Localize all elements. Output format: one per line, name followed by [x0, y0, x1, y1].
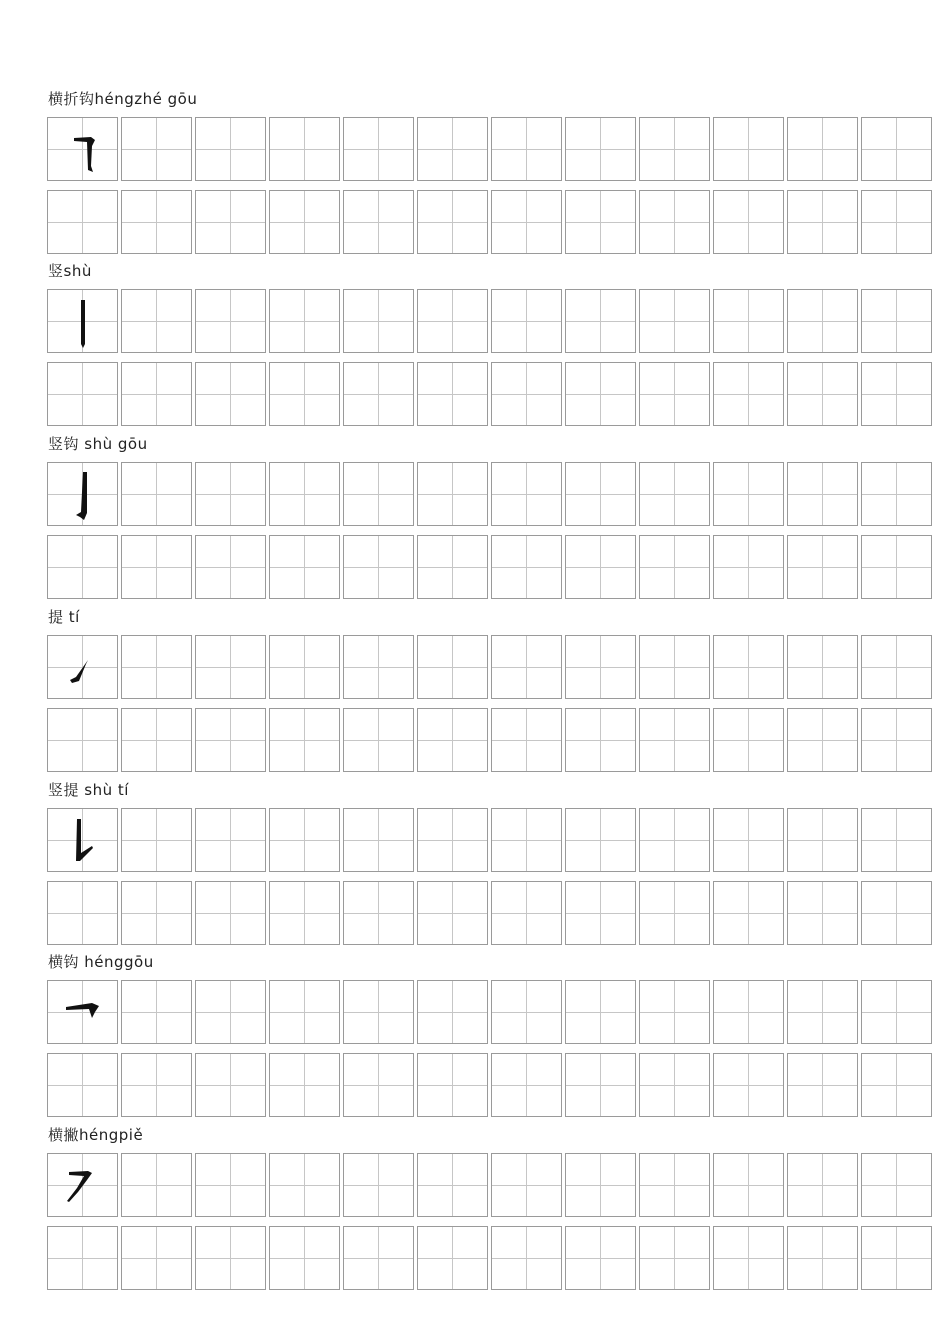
practice-cell[interactable]	[787, 117, 858, 181]
practice-cell[interactable]	[713, 535, 784, 599]
practice-cell[interactable]	[269, 535, 340, 599]
practice-cell[interactable]	[417, 362, 488, 426]
practice-cell[interactable]	[787, 1153, 858, 1217]
practice-cell[interactable]	[195, 708, 266, 772]
practice-cell[interactable]	[861, 881, 932, 945]
practice-cell[interactable]	[491, 462, 562, 526]
practice-cell[interactable]	[417, 881, 488, 945]
practice-cell[interactable]	[195, 462, 266, 526]
practice-row	[47, 1153, 910, 1217]
practice-cell[interactable]	[565, 808, 636, 872]
practice-cell[interactable]	[639, 881, 710, 945]
practice-cell[interactable]	[787, 808, 858, 872]
practice-cell[interactable]	[195, 190, 266, 254]
practice-cell[interactable]	[121, 808, 192, 872]
practice-cell[interactable]	[343, 1226, 414, 1290]
practice-cell[interactable]	[787, 1053, 858, 1117]
practice-row	[47, 535, 910, 599]
practice-cell[interactable]	[195, 1153, 266, 1217]
practice-cell[interactable]	[639, 1226, 710, 1290]
practice-row	[47, 708, 910, 772]
practice-cell[interactable]	[491, 190, 562, 254]
practice-cell[interactable]	[861, 190, 932, 254]
practice-cell[interactable]	[47, 708, 118, 772]
practice-cell[interactable]	[269, 289, 340, 353]
practice-cell[interactable]	[491, 1053, 562, 1117]
practice-cell[interactable]	[861, 1226, 932, 1290]
practice-cell[interactable]	[713, 808, 784, 872]
heng-zhe-gou-stroke-icon	[48, 118, 117, 180]
practice-cell[interactable]	[491, 1226, 562, 1290]
practice-cell[interactable]	[343, 289, 414, 353]
practice-cell[interactable]	[491, 289, 562, 353]
practice-cell[interactable]	[195, 635, 266, 699]
shu-ti-stroke-icon	[48, 809, 117, 871]
practice-cell[interactable]	[195, 881, 266, 945]
practice-cell[interactable]	[713, 635, 784, 699]
practice-cell[interactable]	[787, 462, 858, 526]
practice-row	[47, 808, 910, 872]
practice-row	[47, 881, 910, 945]
practice-cell[interactable]	[121, 190, 192, 254]
practice-cell[interactable]	[491, 1153, 562, 1217]
practice-cell[interactable]	[47, 1053, 118, 1117]
practice-cell[interactable]	[121, 1053, 192, 1117]
practice-cell[interactable]	[417, 708, 488, 772]
practice-cell[interactable]	[713, 881, 784, 945]
practice-cell[interactable]	[121, 117, 192, 181]
practice-cell[interactable]	[639, 1153, 710, 1217]
practice-cell[interactable]	[195, 808, 266, 872]
practice-cell[interactable]	[417, 462, 488, 526]
section-label: 横折钩héngzhé gōu	[48, 90, 198, 108]
practice-cell[interactable]	[565, 462, 636, 526]
practice-cell[interactable]	[565, 708, 636, 772]
practice-cell[interactable]	[861, 462, 932, 526]
practice-cell[interactable]	[269, 190, 340, 254]
practice-cell[interactable]	[491, 535, 562, 599]
practice-cell[interactable]	[861, 117, 932, 181]
practice-cell[interactable]	[195, 362, 266, 426]
practice-cell[interactable]	[491, 881, 562, 945]
practice-cell[interactable]	[195, 980, 266, 1044]
practice-cell[interactable]	[787, 635, 858, 699]
practice-cell[interactable]	[47, 808, 118, 872]
practice-cell[interactable]	[47, 635, 118, 699]
practice-cell[interactable]	[639, 462, 710, 526]
practice-cell[interactable]	[269, 1153, 340, 1217]
practice-cell[interactable]	[269, 881, 340, 945]
practice-cell[interactable]	[121, 708, 192, 772]
practice-cell[interactable]	[491, 980, 562, 1044]
practice-cell[interactable]	[269, 462, 340, 526]
practice-cell[interactable]	[713, 362, 784, 426]
practice-cell[interactable]	[343, 362, 414, 426]
practice-cell[interactable]	[121, 535, 192, 599]
practice-cell[interactable]	[417, 1053, 488, 1117]
practice-cell[interactable]	[713, 190, 784, 254]
practice-row	[47, 362, 910, 426]
practice-cell[interactable]	[713, 117, 784, 181]
practice-cell[interactable]	[491, 708, 562, 772]
practice-cell[interactable]	[269, 1053, 340, 1117]
practice-row	[47, 190, 910, 254]
practice-cell[interactable]	[787, 362, 858, 426]
practice-cell[interactable]	[491, 808, 562, 872]
practice-cell[interactable]	[417, 289, 488, 353]
heng-gou-stroke-icon	[48, 981, 117, 1043]
practice-cell[interactable]	[713, 289, 784, 353]
practice-row	[47, 635, 910, 699]
practice-cell[interactable]	[121, 462, 192, 526]
practice-cell[interactable]	[861, 808, 932, 872]
practice-cell[interactable]	[47, 289, 118, 353]
practice-cell[interactable]	[47, 1226, 118, 1290]
practice-cell[interactable]	[195, 1053, 266, 1117]
practice-cell[interactable]	[861, 1053, 932, 1117]
practice-cell[interactable]	[713, 1053, 784, 1117]
practice-cell[interactable]	[343, 808, 414, 872]
practice-cell[interactable]	[121, 362, 192, 426]
practice-cell[interactable]	[343, 980, 414, 1044]
practice-cell[interactable]	[565, 117, 636, 181]
practice-cell[interactable]	[343, 1053, 414, 1117]
practice-cell[interactable]	[787, 289, 858, 353]
practice-cell[interactable]	[491, 117, 562, 181]
practice-cell[interactable]	[269, 980, 340, 1044]
practice-cell[interactable]	[565, 362, 636, 426]
practice-cell[interactable]	[47, 362, 118, 426]
heng-pie-stroke-icon	[48, 1154, 117, 1216]
section-label: 提 tí	[48, 608, 80, 626]
practice-cell[interactable]	[343, 708, 414, 772]
section-label: 横撇héngpiě	[48, 1126, 144, 1144]
practice-cell[interactable]	[121, 980, 192, 1044]
practice-cell[interactable]	[195, 535, 266, 599]
section-label: 竖钩 shù gōu	[48, 435, 148, 453]
practice-cell[interactable]	[787, 708, 858, 772]
practice-cell[interactable]	[417, 190, 488, 254]
practice-cell[interactable]	[417, 117, 488, 181]
practice-cell[interactable]	[121, 1153, 192, 1217]
practice-cell[interactable]	[565, 881, 636, 945]
practice-cell[interactable]	[47, 980, 118, 1044]
practice-cell[interactable]	[417, 808, 488, 872]
practice-cell[interactable]	[491, 362, 562, 426]
practice-cell[interactable]	[565, 980, 636, 1044]
practice-cell[interactable]	[639, 635, 710, 699]
practice-cell[interactable]	[47, 1153, 118, 1217]
section-label: 竖提 shù tí	[48, 781, 129, 799]
practice-cell[interactable]	[787, 535, 858, 599]
practice-cell[interactable]	[417, 1153, 488, 1217]
practice-cell[interactable]	[47, 190, 118, 254]
practice-cell[interactable]	[713, 708, 784, 772]
practice-cell[interactable]	[195, 289, 266, 353]
practice-cell[interactable]	[639, 362, 710, 426]
practice-cell[interactable]	[565, 190, 636, 254]
practice-cell[interactable]	[417, 635, 488, 699]
practice-cell[interactable]	[121, 635, 192, 699]
section-label: 竖shù	[48, 262, 92, 280]
ti-stroke-icon	[48, 636, 117, 698]
practice-cell[interactable]	[47, 462, 118, 526]
practice-cell[interactable]	[343, 117, 414, 181]
practice-cell[interactable]	[861, 1153, 932, 1217]
practice-cell[interactable]	[195, 1226, 266, 1290]
practice-cell[interactable]	[269, 362, 340, 426]
practice-cell[interactable]	[713, 462, 784, 526]
practice-cell[interactable]	[47, 881, 118, 945]
practice-cell[interactable]	[565, 1226, 636, 1290]
practice-cell[interactable]	[639, 980, 710, 1044]
section-label: 横钩 hénggōu	[48, 953, 154, 971]
practice-cell[interactable]	[787, 980, 858, 1044]
practice-cell[interactable]	[861, 535, 932, 599]
practice-row	[47, 980, 910, 1044]
practice-cell[interactable]	[787, 881, 858, 945]
practice-cell[interactable]	[121, 881, 192, 945]
practice-cell[interactable]	[861, 362, 932, 426]
practice-cell[interactable]	[195, 117, 266, 181]
shu-gou-stroke-icon	[48, 463, 117, 525]
practice-row	[47, 1226, 910, 1290]
shu-stroke-icon	[48, 290, 117, 352]
practice-cell[interactable]	[639, 535, 710, 599]
practice-cell[interactable]	[565, 635, 636, 699]
practice-cell[interactable]	[47, 535, 118, 599]
practice-cell[interactable]	[861, 635, 932, 699]
practice-cell[interactable]	[713, 1226, 784, 1290]
practice-cell[interactable]	[787, 1226, 858, 1290]
practice-cell[interactable]	[639, 289, 710, 353]
practice-cell[interactable]	[47, 117, 118, 181]
practice-cell[interactable]	[639, 808, 710, 872]
practice-cell[interactable]	[639, 708, 710, 772]
practice-cell[interactable]	[639, 190, 710, 254]
practice-cell[interactable]	[269, 635, 340, 699]
practice-cell[interactable]	[639, 117, 710, 181]
practice-cell[interactable]	[343, 535, 414, 599]
practice-cell[interactable]	[269, 808, 340, 872]
practice-cell[interactable]	[639, 1053, 710, 1117]
practice-row	[47, 289, 910, 353]
practice-cell[interactable]	[343, 881, 414, 945]
practice-cell[interactable]	[787, 190, 858, 254]
practice-cell[interactable]	[861, 980, 932, 1044]
practice-cell[interactable]	[861, 708, 932, 772]
practice-row	[47, 462, 910, 526]
practice-cell[interactable]	[565, 535, 636, 599]
practice-cell[interactable]	[565, 1153, 636, 1217]
practice-cell[interactable]	[491, 635, 562, 699]
practice-row	[47, 117, 910, 181]
practice-cell[interactable]	[343, 635, 414, 699]
practice-cell[interactable]	[713, 1153, 784, 1217]
practice-row	[47, 1053, 910, 1117]
practice-cell[interactable]	[565, 289, 636, 353]
practice-cell[interactable]	[417, 980, 488, 1044]
practice-cell[interactable]	[343, 190, 414, 254]
practice-cell[interactable]	[269, 708, 340, 772]
practice-cell[interactable]	[417, 1226, 488, 1290]
practice-cell[interactable]	[269, 1226, 340, 1290]
practice-cell[interactable]	[343, 462, 414, 526]
practice-cell[interactable]	[861, 289, 932, 353]
practice-cell[interactable]	[121, 1226, 192, 1290]
practice-cell[interactable]	[121, 289, 192, 353]
practice-cell[interactable]	[343, 1153, 414, 1217]
practice-cell[interactable]	[269, 117, 340, 181]
practice-cell[interactable]	[713, 980, 784, 1044]
practice-cell[interactable]	[417, 535, 488, 599]
practice-cell[interactable]	[565, 1053, 636, 1117]
